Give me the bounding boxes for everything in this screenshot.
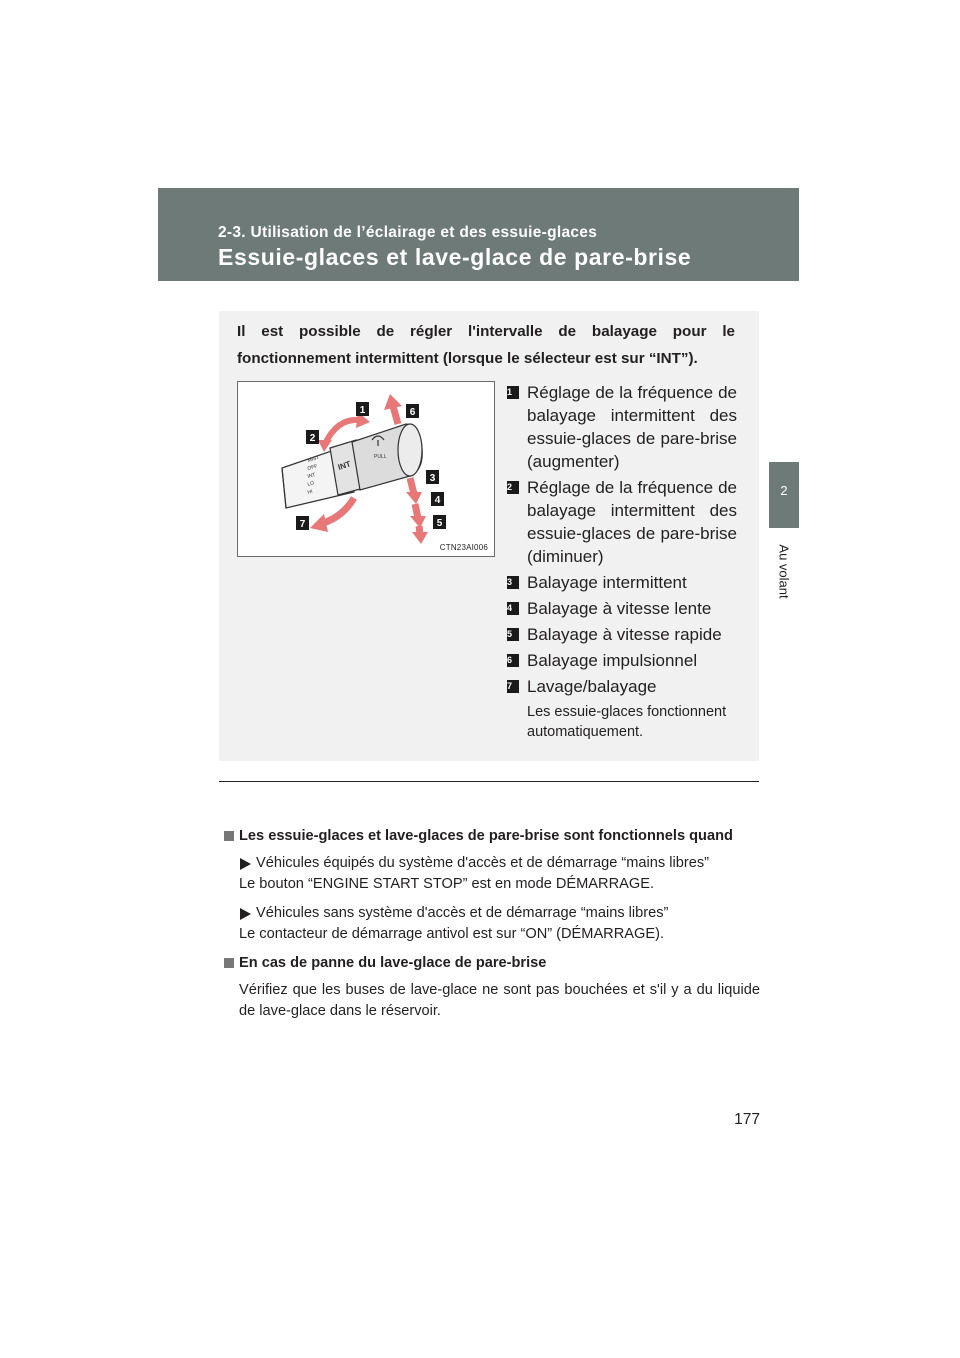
lever-label-off: OFF — [306, 463, 319, 472]
square-bullet-icon — [224, 831, 234, 841]
item-note: Les essuie-glaces fonctionnent automatiquement. — [527, 704, 727, 740]
list-item — [507, 381, 737, 473]
chapter-tab — [769, 462, 799, 528]
knob-end — [398, 424, 422, 476]
condition-line — [224, 853, 760, 874]
list-item — [507, 649, 737, 672]
section-divider — [219, 781, 759, 782]
callout-1: 1 — [359, 405, 366, 416]
chapter-tab-label: Au volant — [776, 543, 792, 599]
arrow-wash-head — [310, 514, 328, 532]
item-number-badge: 2 — [507, 481, 519, 494]
callout-4: 4 — [434, 495, 441, 506]
lever-label-int: INT — [306, 471, 317, 480]
item-text: Balayage à vitesse lente — [527, 599, 712, 618]
list-item — [507, 597, 737, 620]
failure-advice: Vérifiez que les buses de lave-glace ne sont pas bouchées et s'il y a du liquide de lave-glace dans le réservoir. — [239, 982, 760, 1019]
item-number-badge: 1 — [507, 386, 519, 399]
callout-7: 7 — [299, 519, 306, 530]
wiper-lever-illustration — [237, 381, 495, 557]
item-number-badge: 6 — [507, 654, 519, 667]
chapter-header — [158, 188, 799, 281]
arrow-mist-head — [384, 394, 402, 410]
triangle-bullet-icon — [240, 908, 264, 920]
list-item — [507, 623, 737, 646]
page-number: 177 — [734, 1111, 760, 1128]
item-number-badge: 3 — [507, 576, 519, 589]
arrow-hi-head — [412, 532, 428, 544]
item-number-badge: 7 — [507, 680, 519, 693]
chapter-tab-label-wrap — [769, 536, 799, 606]
wiper-lever-svg — [238, 382, 494, 556]
function-list — [507, 381, 737, 742]
section-title: 2-3. Utilisation de l’éclairage et des essuie-glaces — [218, 224, 598, 241]
item-text: Réglage de la fréquence de balayage intermittent des essuie-glaces de pare-brise (diminuer) — [527, 478, 737, 566]
note-heading-failure — [224, 953, 760, 974]
arrow-mist-up — [393, 406, 398, 424]
condition-line — [224, 903, 760, 924]
condition-detail: Le bouton “ENGINE START STOP” est en mode DÉMARRAGE. — [239, 876, 654, 892]
note-heading-text: En cas de panne du lave-glace de pare-brise — [239, 955, 547, 971]
lever-label-hi: HI — [306, 488, 314, 496]
panel-intro: Il est possible de régler l'intervalle de balayage pour le fonctionnement intermittent (lorsque le sélecteur est sur “INT”). — [237, 323, 735, 367]
condition-text: Véhicules sans système d'accès et de démarrage “mains libres” — [256, 905, 669, 921]
lever-label-lo: LO — [306, 480, 315, 488]
list-item — [507, 571, 737, 594]
arrow-lo-down — [415, 504, 418, 518]
callout-3: 3 — [429, 473, 436, 484]
page-title: Essuie-glaces et lave-glace de pare-brise — [218, 244, 692, 270]
callout-5: 5 — [436, 518, 443, 529]
item-text: Réglage de la fréquence de balayage intermittent des essuie-glaces de pare-brise (augmenter) — [527, 383, 737, 471]
chapter-tab-number: 2 — [780, 483, 788, 498]
info-panel — [219, 311, 759, 761]
figure-code: CTN23AI006 — [439, 543, 488, 552]
item-text: Balayage impulsionnel — [527, 651, 698, 670]
int-ring-label: INT — [336, 459, 352, 472]
note-heading-operating — [224, 826, 760, 847]
pull-label: PULL — [374, 454, 387, 460]
list-item — [507, 476, 737, 568]
notes-section — [224, 826, 760, 1022]
arrow-int-head — [406, 492, 422, 504]
triangle-bullet-icon — [240, 858, 264, 870]
square-bullet-icon — [224, 958, 234, 968]
item-text: Balayage intermittent — [527, 573, 687, 592]
lever-label-mist: MIST — [306, 454, 321, 464]
callout-6: 6 — [409, 407, 416, 418]
condition-detail: Le contacteur de démarrage antivol est sur “ON” (DÉMARRAGE). — [239, 926, 664, 942]
item-number-badge: 4 — [507, 602, 519, 615]
arrow-ring-rotation — [326, 420, 360, 442]
arrow-int-down — [410, 478, 414, 494]
list-item — [507, 675, 737, 698]
item-text: Balayage à vitesse rapide — [527, 625, 722, 644]
item-number-badge: 5 — [507, 628, 519, 641]
callout-2: 2 — [309, 433, 316, 444]
note-heading-text: Les essuie-glaces et lave-glaces de pare-brise sont fonctionnels quand — [239, 828, 733, 844]
item-text: Lavage/balayage — [527, 677, 657, 696]
condition-text: Véhicules équipés du système d'accès et de démarrage “mains libres” — [256, 855, 709, 871]
